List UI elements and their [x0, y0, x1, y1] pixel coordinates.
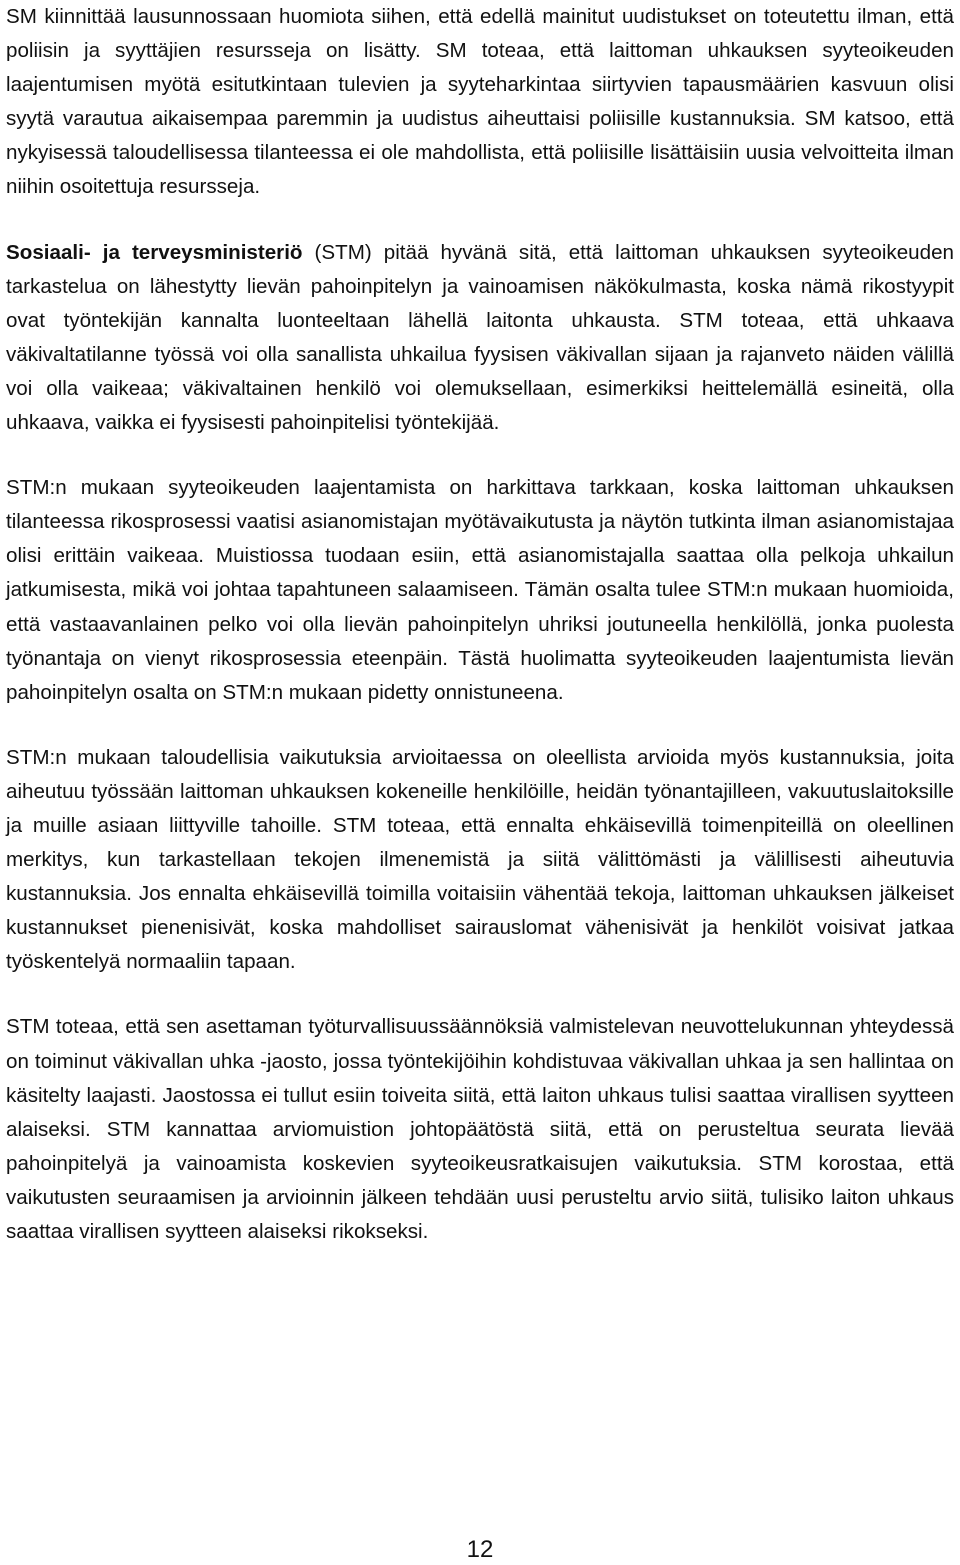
page-number: 12: [466, 1536, 494, 1563]
document-page: [6, 0, 954, 1249]
paragraph-sm-statement: [6, 0, 954, 205]
paragraph-stm-committee: [6, 1010, 954, 1249]
paragraph-text: (STM) pitää hyvänä sitä, että laittoman uhkauksen syyteoikeuden tarkastelua on lähestytty lievän pahoinpitelyn ja vainoamisen näkökulmasta, koska nämä rikostyypit ovat työntekijän kannalta luonteeltaan lähellä laitonta uhkausta. STM toteaa, että uhkaava väkivaltatilanne työssä voi olla sanallista uhkailua fyysisen väkivallan sijaan ja rajanveto näiden välillä voi olla vaikeaa; väkivaltainen henkilö voi olemuksellaan, esimerkiksi heittelemällä esineitä, olla uhkaava, vaikka ei fyysisesti pahoinpitelisi työntekijää.: [6, 240, 954, 435]
paragraph-text: STM:n mukaan taloudellisia vaikutuksia arvioitaessa on oleellista arvioida myös kustannuksia, joita aiheutuu työssään laittoman uhkauksen kokeneille henkilöille, heidän työnantajilleen, vakuutuslaitoksille ja muille asiaan liittyville tahoille. STM toteaa, että ennalta ehkäisevillä toimenpiteillä on oleellinen merkitys, kun tarkastellaan tekojen ilmenemistä ja siitä välittömästi ja välillisesti aiheutuvia kustannuksia. Jos ennalta ehkäisevillä toimilla voitaisiin vähentää tekoja, laittoman uhkauksen jälkeiset kustannukset pienenisivät, koska mahdolliset sairauslomat vähenisivät ja henkilöt voisivat jatkaa työskentelyä normaaliin tapaan.: [6, 745, 954, 974]
ministry-name: Sosiaali- ja terveysministeriö: [6, 240, 303, 264]
paragraph-text: STM toteaa, että sen asettaman työturvallisuussäännöksiä valmistelevan neuvottelukunnan yhteydessä on toiminut väkivallan uhka -jaosto, jossa työntekijöihin kohdistuvaa väkivallan uhkaa ja sen hallintaa on käsitelty laajasti. Jaostossa ei tullut esiin toiveita siitä, että laiton uhkaus tulisi saattaa virallisen syytteen alaiseksi. STM kannattaa arviomuistion johtopäätöstä siitä, että on perusteltua seurata lievää pahoinpitelyä ja vainoamista koskevien syyteoikeusratkaisujen vaikutuksia. STM korostaa, että vaikutusten seuraamisen ja arvioinnin jälkeen tehdään uusi perusteltu arvio siitä, tulisiko laiton uhkaus saattaa virallisen syytteen alaiseksi rikokseksi.: [6, 1015, 954, 1243]
paragraph-stm-statement: [6, 236, 954, 441]
paragraph-text: STM:n mukaan syyteoikeuden laajentamista on harkittava tarkkaan, koska laittoman uhkauksen tilanteessa rikosprosessi vaatisi asianomistajan myötävaikutusta ja näytön tutkinta ilman asianomistajaa olisi erittäin vaikeaa. Muistiossa tuodaan esiin, että asianomistajalla saattaa olla pelkoja uhkailun jatkumisesta, mikä voi johtaa tapahtuneen salaamiseen. Tämän osalta tulee STM:n mukaan huomioida, että vastaavanlainen pelko voi olla lievän pahoinpitelyn uhriksi joutuneella henkilöllä, jonka puolesta työnantaja on vienyt rikosprosessia eteenpäin. Tästä huolimatta syyteoikeuden laajentumista lievän pahoinpitelyn osalta on STM:n mukaan pidetty onnistuneena.: [6, 476, 954, 704]
paragraph-stm-costs: [6, 741, 954, 980]
paragraph-text: SM kiinnittää lausunnossaan huomiota siihen, että edellä mainitut uudistukset on toteutettu ilman, että poliisin ja syyttäjien resursseja on lisätty. SM toteaa, että laittoman uhkauksen syyteoikeuden laajentumisen myötä esitutkintaan tulevien ja syyteharkintaa siirtyvien tapausmäärien kasvuun olisi syytä varautua aikaisempaa paremmin ja uudistus aiheuttaisi poliisille kustannuksia. SM katsoo, että nykyisessä taloudellisessa tilanteessa ei ole mahdollista, että poliisille lisättäisiin uusia velvoitteita ilman niihin osoitettuja resursseja.: [6, 5, 954, 199]
paragraph-stm-prosecution: [6, 471, 954, 710]
